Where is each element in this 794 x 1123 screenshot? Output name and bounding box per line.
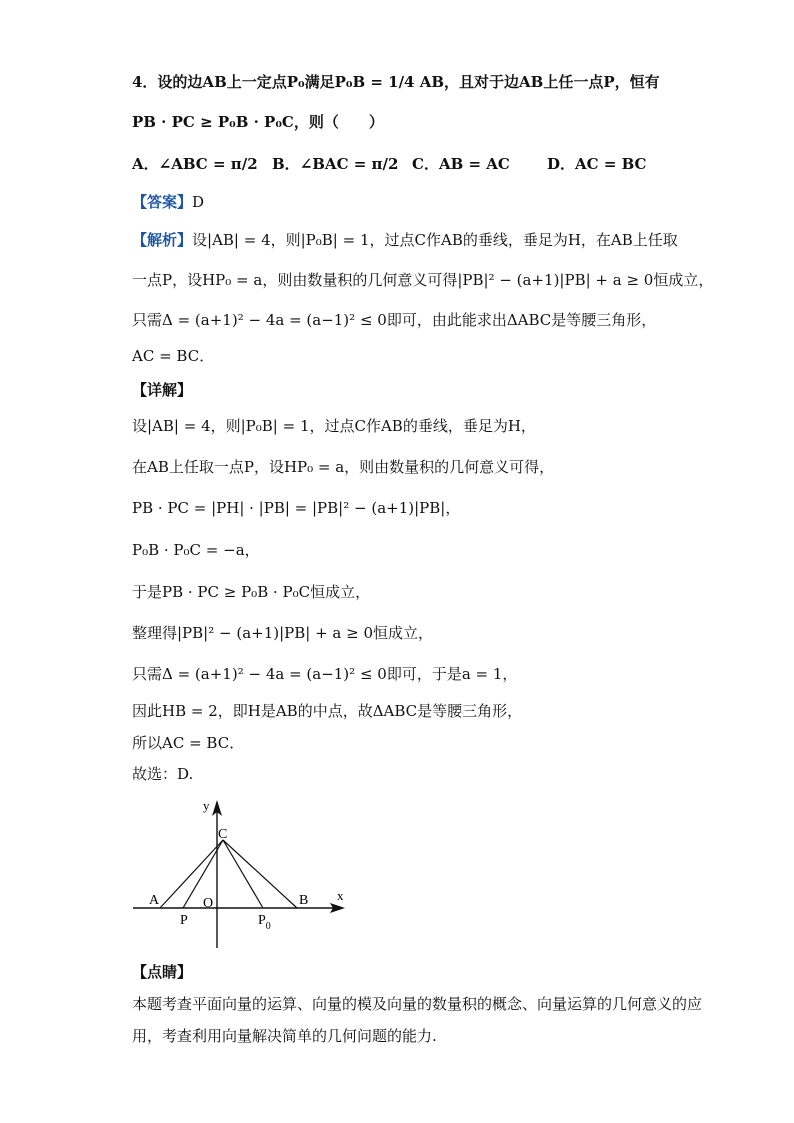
analysis-line-2: 一点P，设HP₀ = a，则由数量积的几何意义可得|PB|² − (a+1)|PB| + a ≥ 0恒成立， [132, 271, 714, 289]
option-c-text: AB = AC [438, 155, 510, 173]
detail-label: 【详解】 [132, 381, 193, 399]
option-a-text: ∠ABC = π/2 [158, 155, 258, 173]
answer-row [132, 192, 204, 212]
option-d-letter: D． [547, 155, 576, 173]
label-p: P [180, 913, 188, 928]
detail-line-3: PB · PC = |PH| · |PB| = |PB|² − (a+1)|PB|， [132, 499, 461, 517]
detail-line-4: P₀B · P₀C = −a， [132, 541, 260, 559]
analysis-text-1: 设|AB| = 4，则|P₀B| = 1，过点C作AB的垂线，垂足为H，在AB上任取 [192, 231, 678, 249]
comment-line-1: 本题考查平面向量的运算、向量的模及向量的数量积的概念、向量运算的几何意义的应 [132, 995, 703, 1013]
comment-label: 【点睛】 [132, 963, 193, 981]
label-p0: $P_0$ [258, 913, 271, 932]
analysis-label: 【解析】 [132, 231, 193, 249]
analysis-line-3: 只需Δ = (a+1)² − 4a = (a−1)² ≤ 0即可，由此能求出ΔABC是等腰三角形， [132, 311, 657, 329]
detail-line-2: 在AB上任取一点P，设HP₀ = a，则由数量积的几何意义可得， [132, 458, 555, 476]
comment-line-2: 用，考查利用向量解决简单的几何问题的能力. [132, 1027, 437, 1045]
segment-p0c [223, 840, 263, 908]
options-row [132, 154, 652, 178]
detail-line-8: 因此HB = 2，即H是AB的中点，故ΔABC是等腰三角形， [132, 702, 523, 720]
question-line-2: PB · PC ≥ P₀B · P₀C，则（ ） [132, 113, 384, 131]
option-c-letter: C． [412, 155, 439, 173]
option-d-text: AC = BC [575, 155, 647, 173]
label-y: y [203, 798, 210, 813]
segment-bc [223, 840, 297, 908]
detail-line-7: 只需Δ = (a+1)² − 4a = (a−1)² ≤ 0即可，于是a = 1， [132, 665, 518, 683]
label-o: O [203, 896, 214, 911]
answer-label: 【答案】 [132, 193, 193, 211]
detail-line-5: 于是PB · PC ≥ P₀B · P₀C恒成立， [132, 583, 371, 601]
detail-line-9: 所以AC = BC． [132, 734, 245, 752]
option-b-letter: B． [272, 155, 300, 173]
option-b-text: ∠BAC = π/2 [299, 155, 399, 173]
detail-line-1: 设|AB| = 4，则|P₀B| = 1，过点C作AB的垂线，垂足为H， [132, 417, 536, 435]
geometry-figure [125, 790, 365, 955]
label-a: A [149, 893, 160, 908]
detail-line-6: 整理得|PB|² − (a+1)|PB| + a ≥ 0恒成立， [132, 624, 434, 642]
label-b: B [299, 893, 309, 908]
label-c: C [218, 827, 228, 842]
segment-ac [160, 840, 223, 908]
option-b [272, 154, 398, 174]
option-a [132, 154, 258, 174]
option-a-letter: A． [132, 155, 159, 173]
analysis-line-1 [132, 230, 678, 250]
answer-value: D [192, 193, 205, 211]
analysis-line-4: AC = BC． [132, 347, 215, 365]
label-x: x [337, 888, 344, 903]
option-d [547, 154, 647, 174]
detail-line-10: 故选：D. [132, 765, 194, 783]
question-line-1: 4．设的边AB上一定点P₀满足P₀B = 1/4 AB，且对于边AB上任一点P，恒有 [132, 73, 660, 91]
option-c [412, 154, 510, 174]
